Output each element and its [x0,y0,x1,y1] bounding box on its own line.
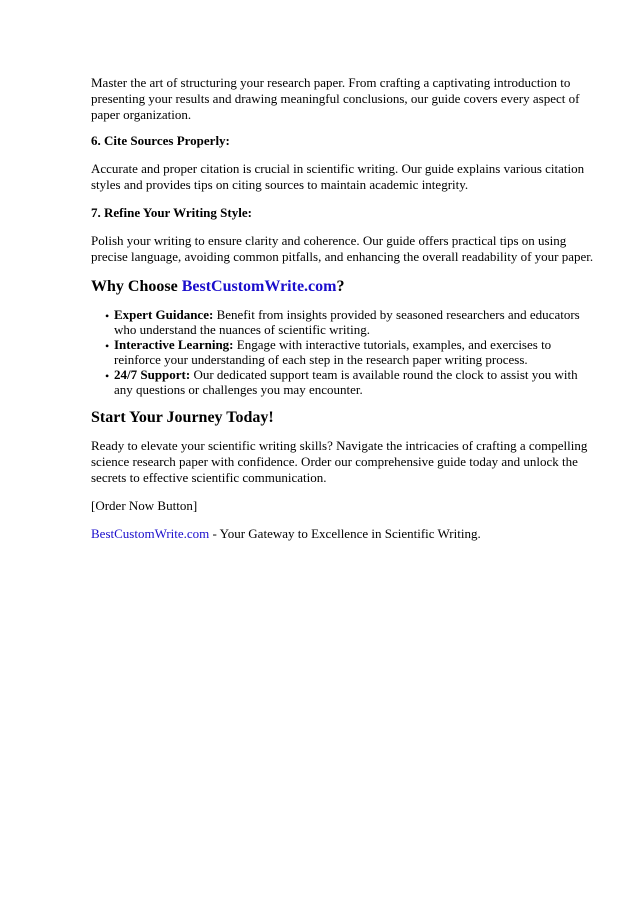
why-choose-suffix: ? [336,278,345,295]
bullet-icon: • [105,369,110,383]
list-item-title: 24/7 Support: [114,367,191,382]
journey-body: Ready to elevate your scientific writing skills? Navigate the intricacies of crafting a compelling science research paper with confidence. Order our comprehensive guide today and unlock the secrets to effective scientific communication. [91,438,588,485]
list-item [105,337,596,367]
list-item-text: Engage with interactive tutorials, examples, and exercises to reinforce your understanding of each step in the research paper writing process. [114,337,552,367]
section-6-body: Accurate and proper citation is crucial in scientific writing. Our guide explains various citation styles and provides tips on citing sources to maintain academic integrity. [91,161,585,192]
list-item-title: Interactive Learning: [114,337,234,352]
why-choose-link[interactable]: BestCustomWrite.com [181,278,337,295]
list-item [105,307,596,337]
footer-link[interactable]: BestCustomWrite.com [91,526,210,541]
why-choose-heading [91,277,596,297]
footer-line [91,526,596,542]
list-item-text: Benefit from insights provided by seasoned researchers and educators who understand the nuances of scientific writing. [114,307,580,337]
footer-tagline: - Your Gateway to Excellence in Scientific Writing. [209,526,481,541]
list-item [105,367,596,397]
intro-paragraph: Master the art of structuring your research paper. From crafting a captivating introduction to presenting your results and drawing meaningful conclusions, our guide covers every aspect of paper organization. [91,75,580,122]
journey-heading: Start Your Journey Today! [91,409,274,426]
document-page [91,75,596,542]
list-item-text: Our dedicated support team is available round the clock to assist you with any questions or challenges you may encounter. [114,367,578,397]
section-6-heading: 6. Cite Sources Properly: [91,133,230,148]
bullet-icon: • [105,339,110,353]
benefits-list [91,307,596,397]
section-7-body: Polish your writing to ensure clarity and coherence. Our guide offers practical tips on using precise language, avoiding common pitfalls, and enhancing the overall readability of your paper. [91,233,594,264]
section-7-heading: 7. Refine Your Writing Style: [91,205,252,220]
order-now-placeholder: [Order Now Button] [91,498,198,513]
why-choose-prefix: Why Choose [91,278,182,295]
bullet-icon: • [105,309,110,323]
list-item-title: Expert Guidance: [114,307,214,322]
